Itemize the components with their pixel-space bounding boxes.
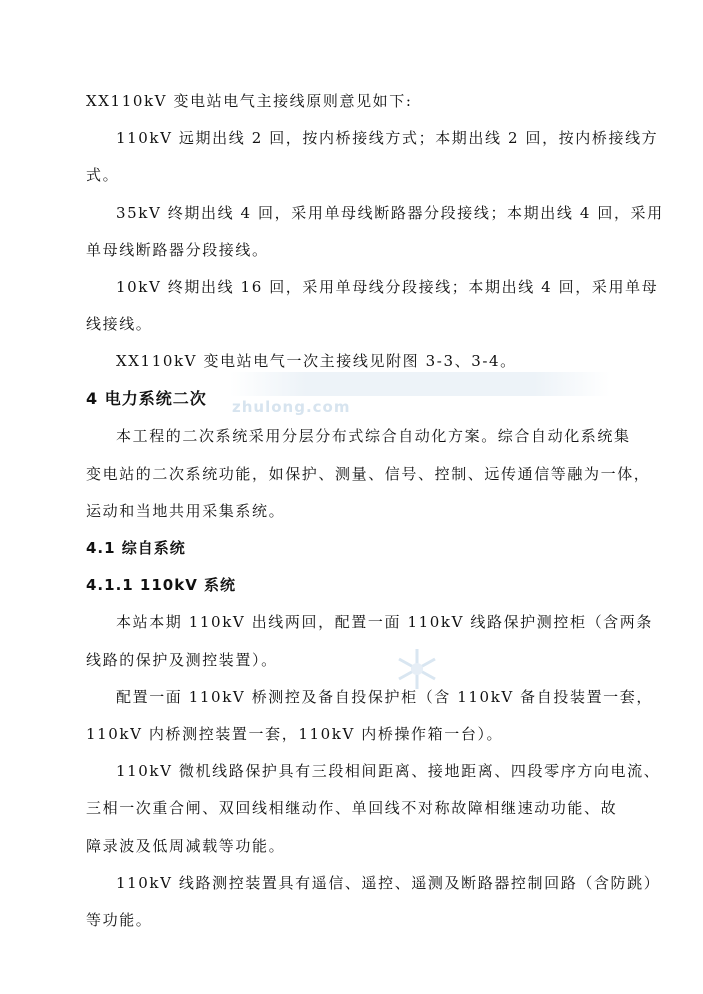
watermark-text: zhulong.com [232, 398, 351, 416]
text-line: 110kV 线路测控装置具有遥信、遥控、遥测及断路器控制回路（含防跳） [116, 874, 661, 892]
text-line: 线路的保护及测控装置）。 [86, 651, 278, 669]
text-line: 三相一次重合闸、双回线相继动作、单回线不对称故障相继速动功能、故 [86, 799, 618, 817]
text-line: 110kV 内桥测控装置一套，110kV 内桥操作箱一台）。 [86, 725, 504, 743]
text-line: 110kV 微机线路保护具有三段相间距离、接地距离、四段零序方向电流、 [116, 762, 661, 780]
text-line: 等功能。 [86, 911, 153, 929]
text-line: XX110kV 变电站电气一次主接线见附图 3-3、3-4。 [116, 352, 517, 370]
text-line: 障录波及低周减载等功能。 [86, 837, 286, 855]
subsubsection-heading: 4.1.1 110kV 系统 [86, 576, 237, 594]
text-line: 单母线断路器分段接线。 [86, 241, 269, 259]
text-line: 配置一面 110kV 桥测控及备自投保护柜（含 110kV 备自投装置一套， [116, 688, 653, 706]
subsection-heading: 4.1 综自系统 [86, 539, 186, 557]
text-line: 式。 [86, 166, 120, 184]
text-line: 线接线。 [86, 315, 153, 333]
text-line: 本站本期 110kV 出线两回，配置一面 110kV 线路保护测控柜（含两条 [116, 613, 653, 631]
section-heading: 4 电力系统二次 [86, 389, 207, 408]
watermark-band [230, 372, 610, 396]
text-line: 10kV 终期出线 16 回，采用单母线分段接线；本期出线 4 回，采用单母 [116, 278, 659, 296]
text-line: XX110kV 变电站电气主接线原则意见如下: [86, 92, 413, 110]
snowflake-icon [394, 646, 440, 692]
text-line: 变电站的二次系统功能，如保护、测量、信号、控制、远传通信等融为一体， [86, 465, 651, 483]
text-line: 110kV 远期出线 2 回，按内桥接线方式；本期出线 2 回，按内桥接线方 [116, 129, 659, 147]
text-line: 本工程的二次系统采用分层分布式综合自动化方案。综合自动化系统集 [116, 427, 631, 445]
text-line: 运动和当地共用采集系统。 [86, 502, 286, 520]
text-line: 35kV 终期出线 4 回，采用单母线断路器分段接线；本期出线 4 回，采用 [116, 204, 664, 222]
